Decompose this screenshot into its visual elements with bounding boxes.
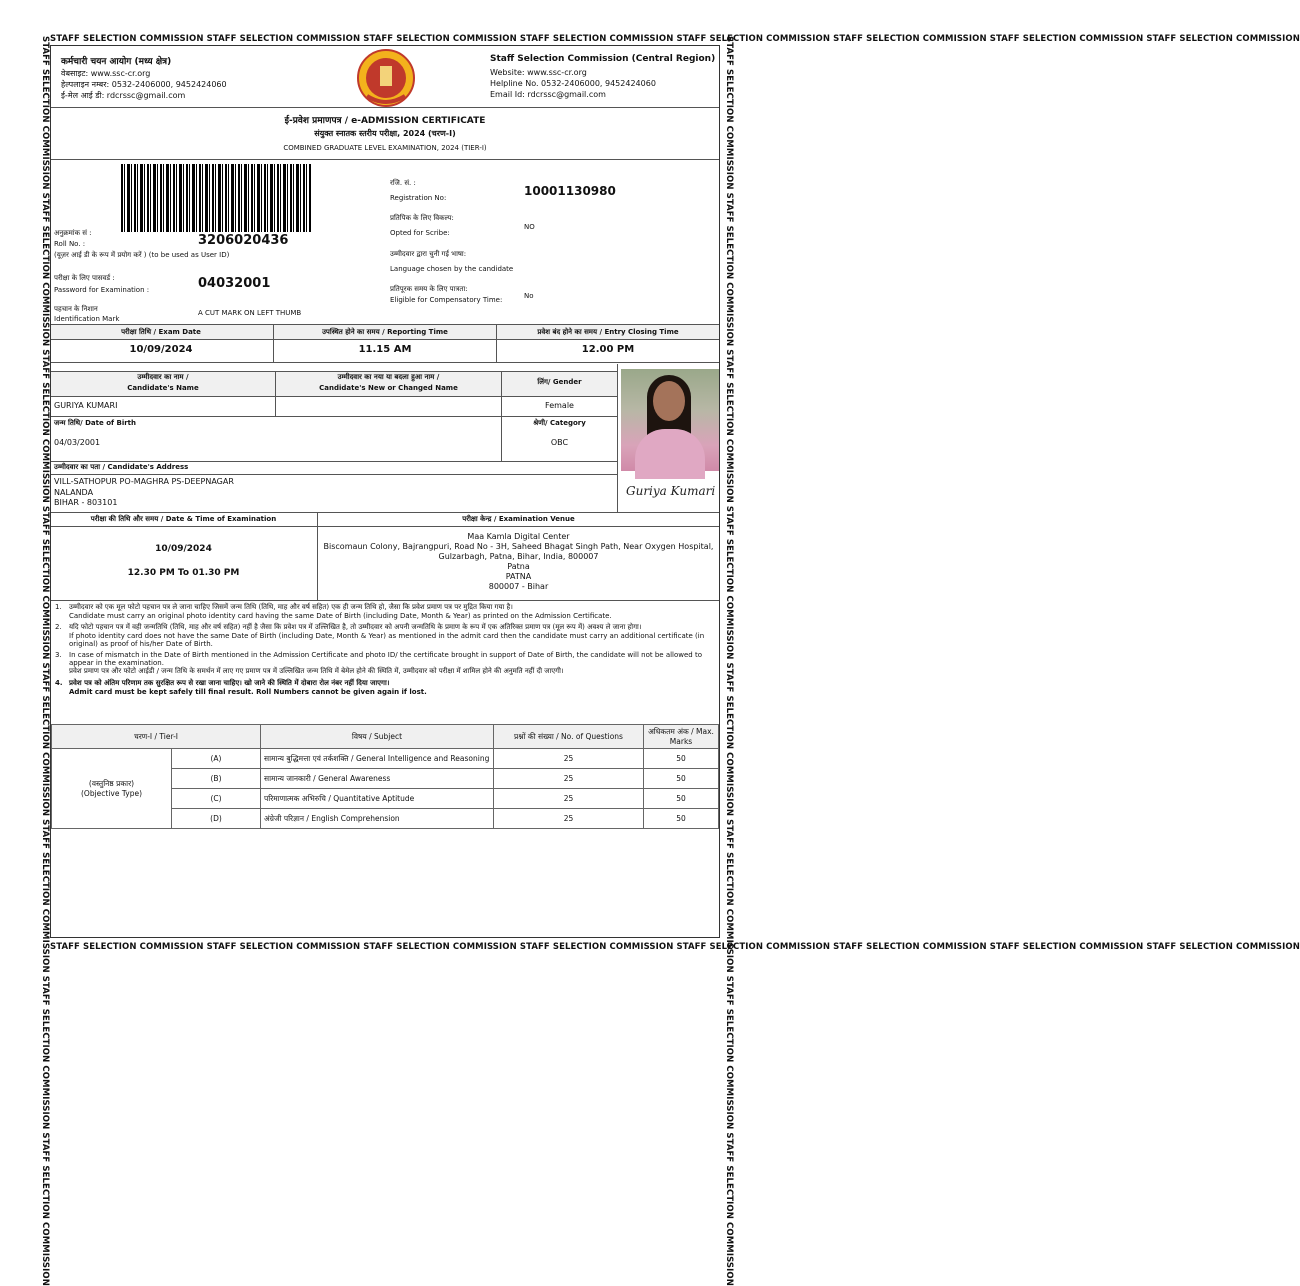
hindi-email: ई-मेल आई डी: rdcrssc@gmail.com: [61, 91, 186, 100]
closing-time: 12.00 PM: [581, 344, 635, 355]
subject-questions: 25: [494, 789, 644, 809]
subject-questions: 25: [494, 749, 644, 769]
watermark-bottom: STAFF SELECTION COMMISSION STAFF SELECTION COMMISSION STAFF SELECTION COMMISSION STAFF SELECTION COMMISSION STAFF SELECTION COMMISSION STAFF SELECTION COMMISSION STAFF SELECTION COMMISSION STAFF SELECTION COMMISSION: [50, 942, 1300, 952]
password-label: Password for Examination :: [54, 286, 150, 294]
instruction-number: 1.: [55, 603, 62, 611]
exam-date-label: परीक्षा तिथि / Exam Date: [121, 328, 201, 336]
instruction-number: 4.: [55, 679, 63, 687]
instruction-item: [55, 679, 715, 696]
barcode: [121, 164, 311, 232]
instruction-number: 3.: [55, 651, 62, 659]
dob-label: जन्म तिथि/ Date of Birth: [54, 419, 136, 427]
venue-line4: Patna: [507, 562, 530, 571]
dob-value: 04/03/2001: [54, 438, 101, 447]
venue-line5: PATNA: [505, 572, 532, 581]
admission-certificate: [50, 45, 720, 938]
subject-code: (B): [172, 769, 261, 789]
col-tier: चरण-I / Tier-I: [52, 725, 261, 749]
venue-time: 12.30 PM To 01.30 PM: [127, 568, 240, 578]
scribe-label-hindi: प्रतिपिक के लिए विकल्प:: [390, 214, 454, 222]
idmark-label: Identification Mark: [54, 315, 120, 323]
address-line3: BIHAR - 803101: [54, 498, 118, 507]
subject-code: (D): [172, 809, 261, 829]
roll-label: Roll No. :: [54, 240, 86, 248]
subject-questions: 25: [494, 809, 644, 829]
address-line1: VILL-SATHOPUR PO-MAGHRA PS-DEEPNAGAR: [54, 477, 234, 486]
email: Email Id: rdcrssc@gmail.com: [490, 90, 606, 99]
instruction-item: [55, 603, 715, 620]
idmark-label-hindi: पहचान के निशान: [54, 305, 98, 313]
watermark-left: STAFF SELECTION COMMISSION STAFF SELECTION COMMISSION STAFF SELECTION COMMISSION STAFF SELECTION COMMISSION STAFF SELECTION COMMISSION STAFF SELECTION COMMISSION STAFF SELECTION COMMISSION STAFF SELECTION COMMISSION: [40, 36, 50, 1286]
instruction-hindi: प्रवेश प्रमाण पत्र और फोटो आईडी / जन्म तिथि के समर्थन में लाए गए प्रमाण पत्र में उल्लिखित जन्म तिथि में बेमेल होने की स्थिति में, उम्मीदवार को परीक्षा में शामिल होने की अनुमति नहीं दी जाएगी।: [69, 667, 564, 675]
password-label-hindi: परीक्षा के लिए पासवर्ड :: [54, 274, 115, 282]
table-row: [52, 749, 719, 769]
exam-date: 10/09/2024: [129, 344, 193, 355]
reporting-label: उपस्थित होने का समय / Reporting Time: [322, 328, 448, 336]
password-value: 04032001: [198, 276, 271, 291]
subject-marks: 50: [644, 749, 719, 769]
venue-line6: 800007 - Bihar: [488, 582, 549, 591]
address-line2: NALANDA: [54, 488, 94, 497]
instruction-english: Candidate must carry an original photo identity card having the same Date of Birth (including Date, Month & Year) as printed on the Admission Certificate.: [69, 612, 612, 620]
address-label: उम्मीदवार का पता / Candidate's Address: [54, 463, 189, 471]
table-header-row: [52, 725, 719, 749]
instruction-item: [55, 651, 715, 676]
col-subject: विषय / Subject: [261, 725, 494, 749]
comp-label: Eligible for Compensatory Time:: [390, 296, 503, 304]
roll-note: (यूज़र आई डी के रूप में प्रयोग करें ) (to be used as User ID): [54, 251, 230, 259]
candidate-photo: [621, 369, 719, 471]
category-label: श्रेणी/ Category: [533, 419, 586, 427]
hindi-org-name: कर्मचारी चयन आयोग (मध्य क्षेत्र): [61, 57, 172, 67]
exam-name-hindi: संयुक्त स्नातक स्तरीय परीक्षा, 2024 (चरण-I): [314, 129, 456, 138]
objective-type-cell: [52, 749, 172, 829]
subject-name: सामान्य बुद्धिमत्ता एवं तर्कशक्ति / General Intelligence and Reasoning: [261, 749, 494, 769]
name-label: Candidate's Name: [127, 384, 199, 392]
venue-label: परीक्षा केन्द्र / Examination Venue: [462, 515, 575, 523]
closing-label: प्रवेश बंद होने का समय / Entry Closing Time: [537, 328, 679, 336]
watermark-right: STAFF SELECTION COMMISSION STAFF SELECTION COMMISSION STAFF SELECTION COMMISSION STAFF SELECTION COMMISSION STAFF SELECTION COMMISSION STAFF SELECTION COMMISSION STAFF SELECTION COMMISSION STAFF SELECTION COMMISSION: [724, 36, 734, 1286]
new-name-label: Candidate's New or Changed Name: [319, 384, 458, 392]
instruction-english: Admit card must be kept safely till final result. Roll Numbers cannot be given again if lost.: [69, 688, 427, 696]
registration-number: 10001130980: [524, 184, 616, 198]
scribe-label: Opted for Scribe:: [390, 229, 450, 237]
comp-label-hindi: प्रतिपूरक समय के लिए पात्रता:: [390, 285, 468, 293]
col-marks: अधिकतम अंक / Max. Marks: [644, 725, 719, 749]
instruction-hindi: उम्मीदवार को एक मूल फोटो पहचान पत्र ले जाना चाहिए जिसमें जन्म तिथि (तिथि, माह और वर्ष सहित) एक ही जन्म तिथि हो, जैसा कि प्रवेश प्रमाण पत्र पर मुद्रित किया गया है।: [69, 603, 513, 611]
helpline: Helpline No. 0532-2406000, 9452424060: [490, 79, 656, 88]
subject-marks: 50: [644, 769, 719, 789]
instruction-english: If photo identity card does not have the same Date of Birth (including Date, Month & Year) as mentioned in the admit card then the candidate must carry an additional certificate (in original) as proof of his/her Date of Birth.: [69, 632, 705, 648]
subject-marks: 50: [644, 809, 719, 829]
subject-name: सामान्य जानकारी / General Awareness: [261, 769, 494, 789]
subject-name: अंग्रेजी परिज्ञान / English Comprehension: [261, 809, 494, 829]
identification-mark: A CUT MARK ON LEFT THUMB: [198, 309, 302, 317]
gender-value: Female: [545, 401, 574, 410]
instruction-english: In case of mismatch in the Date of Birth mentioned in the Admission Certificate and photo ID/ the certificate brought in support of Date of Birth, the candidate will not be allowed to appear in the examination.: [69, 651, 703, 667]
type-hindi: (वस्तुनिष्ठ प्रकार): [88, 779, 135, 788]
roll-label-hindi: अनुक्रमांक सं :: [54, 229, 92, 237]
reporting-time: 11.15 AM: [358, 344, 412, 355]
reg-label: Registration No:: [390, 194, 447, 202]
hindi-helpline: हेल्पलाइन नम्बर: 0532-2406000, 9452424060: [61, 80, 227, 89]
scribe-value: NO: [524, 223, 535, 231]
instruction-hindi: प्रवेश पत्र को अंतिम परिणाम तक सुरक्षित रूप से रखा जाना चाहिए। खो जाने की स्थिति में दोबारा रोल नंबर नहीं दिया जाएगा।: [69, 679, 390, 687]
venue-line1: Maa Kamla Digital Center: [467, 532, 570, 541]
venue-date: 10/09/2024: [155, 544, 212, 554]
instructions-list: [55, 603, 715, 696]
category-value: OBC: [550, 438, 569, 447]
website: Website: www.ssc-cr.org: [490, 68, 587, 77]
watermark-top: STAFF SELECTION COMMISSION STAFF SELECTION COMMISSION STAFF SELECTION COMMISSION STAFF SELECTION COMMISSION STAFF SELECTION COMMISSION STAFF SELECTION COMMISSION STAFF SELECTION COMMISSION STAFF SELECTION COMMISSION: [50, 34, 1300, 44]
lang-label-hindi: उम्मीदवार द्वारा चुनी गई भाषा:: [390, 250, 467, 258]
compensatory-value: No: [524, 292, 534, 300]
venue-line3: Gulzarbagh, Patna, Bihar, India, 800007: [438, 552, 599, 561]
venue-line2: Biscomaun Colony, Bajrangpuri, Road No - 3H, Saheed Bhagat Singh Path, Near Oxygen Hospital,: [323, 542, 714, 551]
subject-code: (A): [172, 749, 261, 769]
candidate-signature: Guriya Kumari: [626, 484, 716, 498]
candidate-name: GURIYA KUMARI: [54, 401, 118, 410]
datetime-label: परीक्षा की तिथि और समय / Date & Time of Examination: [90, 515, 277, 523]
subject-questions: 25: [494, 769, 644, 789]
org-name: Staff Selection Commission (Central Region): [490, 54, 716, 64]
type-english: (Objective Type): [80, 789, 143, 798]
subject-marks: 50: [644, 789, 719, 809]
instruction-number: 2.: [55, 623, 62, 631]
hindi-website: वेबसाइट: www.ssc-cr.org: [61, 69, 151, 78]
exam-name-english: COMBINED GRADUATE LEVEL EXAMINATION, 2024 (TIER-I): [283, 144, 487, 152]
instruction-item: [55, 623, 715, 648]
name-label-hindi: उम्मीदवार का नाम /: [137, 373, 189, 381]
reg-label-hindi: रजि. सं. :: [390, 179, 416, 187]
new-name-label-hindi: उम्मीदवार का नया या बदला हुआ नाम /: [337, 373, 440, 381]
subjects-table: [51, 724, 719, 829]
col-questions: प्रश्नों की संख्या / No. of Questions: [494, 725, 644, 749]
subject-name: परिमाणात्मक अभिरुचि / Quantitative Aptitude: [261, 789, 494, 809]
gender-label: लिंग/ Gender: [537, 378, 582, 386]
lang-label: Language chosen by the candidate: [390, 265, 514, 273]
ssc-emblem-icon: [347, 48, 425, 108]
roll-number: 3206020436: [198, 233, 289, 248]
subject-code: (C): [172, 789, 261, 809]
instruction-hindi: यदि फोटो पहचान पत्र में वही जन्मतिथि (तिथि, माह और वर्ष सहित) नहीं है जैसा कि प्रवेश पत्र में उल्लिखित है, तो उम्मीदवार को अपनी जन्मतिथि के प्रमाण के रूप में एक अतिरिक्त प्रमाण पत्र (मूल रूप में) अवश्य ले जाना होगा।: [69, 623, 642, 631]
page-title: ई-प्रवेश प्रमाणपत्र / e-ADMISSION CERTIFICATE: [284, 116, 486, 126]
